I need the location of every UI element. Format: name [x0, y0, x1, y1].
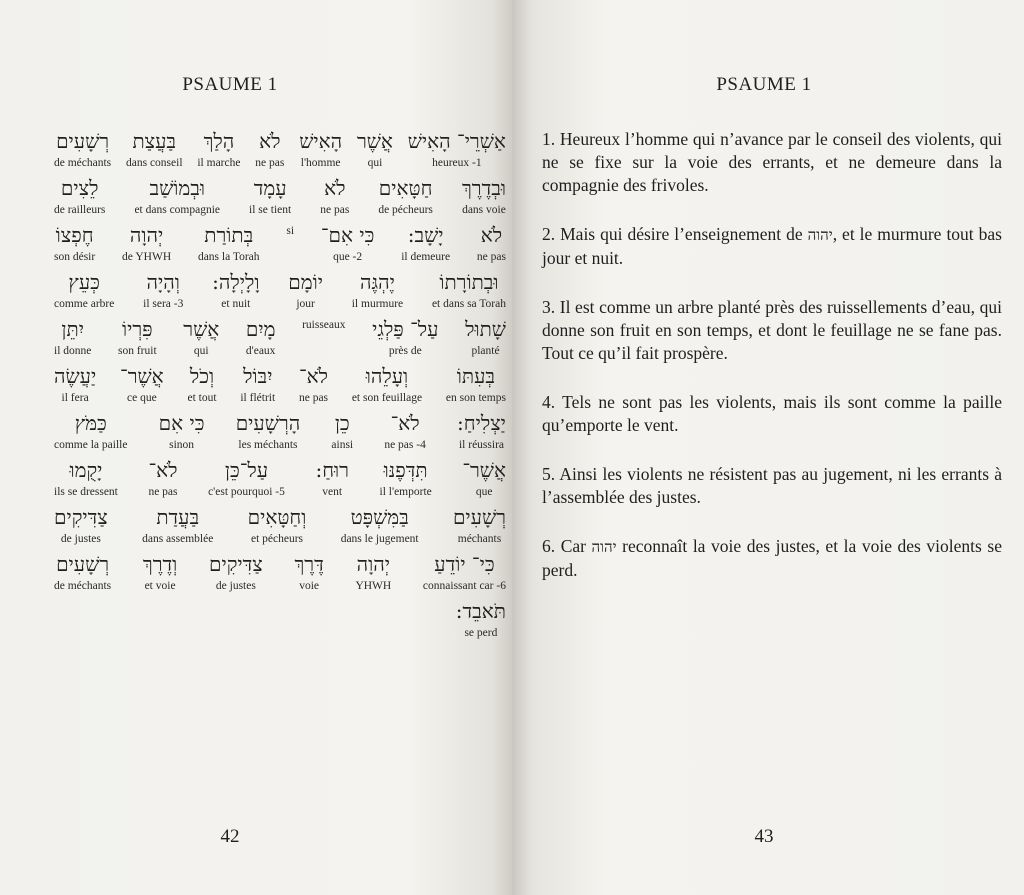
- hebrew-word: כִּי־ יוֹדֵעַ: [434, 552, 495, 576]
- interlinear-line: [52, 128, 508, 174]
- french-gloss: son fruit: [117, 345, 157, 357]
- hebrew-word: רוּחַ:: [315, 458, 349, 482]
- french-gloss: près de: [388, 345, 422, 357]
- interlinear-word: [52, 551, 113, 597]
- interlinear-line: [52, 363, 508, 409]
- interlinear-word: [460, 457, 508, 503]
- interlinear-word: [246, 504, 309, 550]
- hebrew-word: חֶפְצוֹ: [55, 223, 94, 247]
- interlinear-word: [52, 410, 129, 456]
- french-gloss: de justes: [215, 580, 256, 592]
- french-gloss: et dans sa Torah: [431, 298, 506, 310]
- left-page-number: 42: [220, 826, 240, 847]
- verse-6: [542, 535, 1002, 582]
- divine-name: יהוה: [807, 226, 833, 244]
- hebrew-word: הָלַךְ: [203, 129, 235, 153]
- hebrew-word: יַעֲשֶׂה: [54, 364, 97, 388]
- french-gloss: il donne: [54, 345, 92, 357]
- french-gloss: et nuit: [221, 298, 251, 310]
- french-gloss: comme la paille: [54, 439, 128, 451]
- french-gloss: que -2: [333, 251, 363, 263]
- hebrew-word: יִתֵּן: [61, 317, 84, 341]
- french-gloss: YHWH: [355, 580, 392, 592]
- french-gloss: il marche: [197, 157, 241, 169]
- interlinear-word: [124, 128, 185, 174]
- interlinear-word: [399, 222, 452, 268]
- french-gloss: ainsi: [331, 439, 354, 451]
- interlinear-word: [329, 410, 355, 456]
- french-gloss: dans voie: [462, 204, 506, 216]
- french-gloss: dans assemblée: [142, 533, 214, 545]
- hebrew-word: לֵצִים: [60, 176, 99, 200]
- divine-name: יהוה: [591, 538, 617, 556]
- french-gloss: de pécheurs: [378, 204, 433, 216]
- french-gloss: il sera -3: [143, 298, 184, 310]
- interlinear-word: [350, 363, 424, 409]
- interlinear-word: [454, 598, 508, 644]
- hebrew-word: דֶּרֶךְ: [294, 552, 324, 576]
- interlinear-word: [382, 410, 428, 456]
- interlinear-word: [52, 222, 97, 268]
- french-gloss: et son feuillage: [351, 392, 423, 404]
- interlinear-line: [52, 551, 508, 597]
- interlinear-word: [297, 128, 344, 174]
- interlinear-word: [118, 363, 166, 409]
- french-gloss: il se tient: [249, 204, 292, 216]
- hebrew-word: יְהוָה: [356, 552, 391, 576]
- french-gloss: se perd: [464, 627, 498, 639]
- french-gloss: de méchants: [54, 157, 112, 169]
- hebrew-word: אֲשֶׁר: [356, 129, 393, 153]
- right-page-number: 43: [754, 826, 774, 847]
- interlinear-word: [451, 504, 508, 550]
- interlinear-word: [455, 410, 508, 456]
- hebrew-word: הָרְשָׁעִים: [235, 411, 301, 435]
- hebrew-word: וְדֶרֶךְ: [142, 552, 178, 576]
- interlinear-word: [378, 457, 434, 503]
- hebrew-word: כְּעֵץ: [68, 270, 100, 294]
- french-gloss: en son temps: [445, 392, 506, 404]
- verse-2: [542, 223, 1002, 270]
- interlinear-line: [52, 410, 508, 456]
- verse-3: 3. Il est comme un arbre planté près des ruissellements d’eau, qui donne son fruit en son temps, et dont le feuillage ne se fane pas. Tout ce qu’il fait prospère.: [542, 297, 1002, 363]
- french-gloss: connaissant car -6: [422, 580, 506, 592]
- french-gloss: dans le jugement: [340, 533, 419, 545]
- interlinear-word: [292, 551, 325, 597]
- interlinear-word: [313, 457, 351, 503]
- interlinear-word: [247, 175, 293, 221]
- hebrew-word: אַשְׁרֵי־ הָאִישׁ: [407, 129, 506, 153]
- interlinear-word: [52, 269, 116, 315]
- hebrew-word: וָלָיְלָה:: [212, 270, 260, 294]
- french-gloss: ne pas: [476, 251, 506, 263]
- hebrew-word: יֶהְגֶּה: [360, 270, 395, 294]
- interlinear-word: [141, 269, 185, 315]
- hebrew-word: שָׁתוּל: [465, 317, 506, 341]
- hebrew-word: וּבְתוֹרָתוֹ: [439, 270, 499, 294]
- french-gloss: qui: [193, 345, 209, 357]
- hebrew-word: עַל־כֵּן: [224, 458, 269, 482]
- hebrew-word: יְהוָה: [129, 223, 164, 247]
- interlinear-word: [297, 363, 330, 409]
- hebrew-word: פִּרְיוֹ: [121, 317, 153, 341]
- interlinear-word: [319, 222, 377, 268]
- french-gloss: de méchants: [54, 580, 112, 592]
- hebrew-word: עַל־ פַּלְגֵי: [372, 317, 439, 341]
- interlinear-line: [52, 457, 508, 503]
- interlinear-word: [157, 410, 207, 456]
- french-gloss: ils se dressent: [54, 486, 118, 498]
- french-gloss: l'homme: [300, 157, 341, 169]
- hebrew-word: אֲשֶׁר: [183, 317, 220, 341]
- hebrew-word: בְּעִתּוֹ: [456, 364, 496, 388]
- french-gloss: ne pas: [298, 392, 329, 404]
- hebrew-word: כִּי אִם: [158, 411, 205, 435]
- hebrew-word: רְשָׁעִים: [56, 129, 110, 153]
- french-gloss: et pécheurs: [250, 533, 304, 545]
- hebrew-word: צַדִּיקִים: [208, 552, 263, 576]
- hebrew-word: צַדִּיקִים: [54, 505, 108, 529]
- french-gloss: de justes: [60, 533, 101, 545]
- interlinear-word: [460, 175, 508, 221]
- french-gloss: voie: [299, 580, 319, 592]
- french-gloss: et voie: [144, 580, 176, 592]
- interlinear-word: [244, 316, 278, 362]
- hebrew-word: חַטָּאִים: [378, 176, 433, 200]
- interlinear-word: [207, 551, 265, 597]
- hebrew-word: כִּי אִם־: [320, 223, 375, 247]
- french-gloss: de railleurs: [54, 204, 106, 216]
- interlinear-word: [210, 269, 261, 315]
- interlinear-word: [185, 363, 218, 409]
- hebrew-word: לֹא: [324, 176, 346, 200]
- interlinear-word: [195, 128, 242, 174]
- interlinear-word: [52, 128, 113, 174]
- interlinear-word: [181, 316, 221, 362]
- french-gloss: il murmure: [351, 298, 404, 310]
- right-page-title: PSAUME 1: [716, 74, 812, 95]
- hebrew-word: בְּתוֹרַת: [204, 223, 254, 247]
- french-gloss: il l'emporte: [379, 486, 432, 498]
- hebrew-word: תֹּאבֵד:: [455, 599, 506, 623]
- interlinear-word: [234, 410, 303, 456]
- interlinear-word: [300, 316, 347, 362]
- hebrew-word: אֲשֶׁר־: [120, 364, 164, 388]
- interlinear-word: [350, 269, 405, 315]
- french-gloss: les méchants: [238, 439, 298, 451]
- hebrew-word: וְחַטָּאִים: [247, 505, 307, 529]
- hebrew-word: יוֹמָם: [288, 270, 323, 294]
- interlinear-word: [120, 222, 173, 268]
- french-gloss: ne pas: [320, 204, 350, 216]
- french-gloss: jour: [296, 298, 315, 310]
- french-gloss: et dans compagnie: [134, 204, 221, 216]
- interlinear-word: [116, 316, 159, 362]
- interlinear-word: [52, 457, 120, 503]
- interlinear-word: [238, 363, 277, 409]
- french-gloss: de YHWH: [122, 251, 172, 263]
- french-gloss: ne pas: [255, 157, 285, 169]
- french-gloss: si: [286, 225, 295, 237]
- interlinear-word: [284, 222, 296, 268]
- hebrew-word: יָקֻמוּ: [69, 458, 103, 482]
- interlinear-word: [406, 128, 508, 174]
- french-gloss: heureux -1: [432, 157, 482, 169]
- hebrew-word: לֹא: [259, 129, 281, 153]
- french-gloss: dans la Torah: [197, 251, 260, 263]
- french-gloss: planté: [471, 345, 500, 357]
- translation-text: [542, 128, 1002, 608]
- hebrew-word: יַצְלִיחַ:: [457, 411, 506, 435]
- french-gloss: comme arbre: [54, 298, 115, 310]
- interlinear-word: [52, 363, 98, 409]
- hebrew-word: וְעָלֵהוּ: [365, 364, 409, 388]
- hebrew-word: וְהָיָה: [146, 270, 180, 294]
- interlinear-word: [421, 551, 508, 597]
- hebrew-word: הָאִישׁ: [299, 129, 343, 153]
- french-gloss: c'est pourquoi -5: [208, 486, 285, 498]
- hebrew-word: וְכֹל: [189, 364, 215, 388]
- interlinear-word: [253, 128, 286, 174]
- hebrew-word: מָיִם: [245, 317, 276, 341]
- hebrew-word: יָשָׁב:: [407, 223, 444, 247]
- interlinear-word: [146, 457, 179, 503]
- hebrew-word: וּבְדֶרֶךְ: [461, 176, 506, 200]
- hebrew-word: כַּמֹּץ: [74, 411, 107, 435]
- interlinear-word: [353, 551, 393, 597]
- verse-2-start: 2. Mais qui désire l’enseignement de: [542, 224, 808, 244]
- french-gloss: il fera: [61, 392, 89, 404]
- hebrew-word: בַּעֲצַת: [132, 129, 177, 153]
- hebrew-word: כֵן: [334, 411, 350, 435]
- hebrew-word: רְשָׁעִים: [452, 505, 506, 529]
- hebrew-word: לֹא־: [148, 458, 178, 482]
- interlinear-word: [430, 269, 508, 315]
- interlinear-word: [132, 175, 222, 221]
- verse-1: 1. Heureux l’homme qui n’avance par le conseil des violents, qui ne se fixe sur la voie des errants, et ne demeure dans la compagnie des frivoles.: [542, 129, 1002, 195]
- interlinear-line: [52, 598, 508, 644]
- french-gloss: méchants: [457, 533, 502, 545]
- interlinear-word: [370, 316, 440, 362]
- left-page-title: PSAUME 1: [182, 74, 278, 95]
- interlinear-word: [376, 175, 435, 221]
- verse-5: 5. Ainsi les violents ne résistent pas au jugement, ni les errants à l’assemblée des justes.: [542, 464, 1002, 507]
- french-gloss: ruisseaux: [302, 319, 346, 331]
- hebrew-word: אֲשֶׁר־: [462, 458, 506, 482]
- interlinear-line: [52, 175, 508, 221]
- verse-6-end: reconnaît la voie des justes, et la voie des violents se perd.: [542, 536, 1002, 580]
- interlinear-line: [52, 222, 508, 268]
- interlinear-word: [444, 363, 508, 409]
- hebrew-word: עָמָד: [253, 176, 287, 200]
- interlinear-word: [141, 551, 179, 597]
- french-gloss: que: [475, 486, 493, 498]
- hebrew-word: יִבּוֹל: [243, 364, 273, 388]
- interlinear-word: [475, 222, 508, 268]
- french-gloss: ne pas: [148, 486, 178, 498]
- hebrew-word: רְשָׁעִים: [56, 552, 110, 576]
- verse-4: 4. Tels ne sont pas les violents, mais ils sont comme la paille qu’emporte le vent.: [542, 392, 1002, 435]
- french-gloss: son désir: [54, 251, 96, 263]
- hebrew-word: לֹא־: [298, 364, 328, 388]
- interlinear-word: [52, 504, 110, 550]
- interlinear-word: [196, 222, 262, 268]
- interlinear-line: [52, 269, 508, 315]
- interlinear-word: [52, 175, 107, 221]
- interlinear-word: [52, 316, 93, 362]
- hebrew-word: בַּעֲדַת: [156, 505, 200, 529]
- french-gloss: sinon: [169, 439, 195, 451]
- french-gloss: il demeure: [401, 251, 451, 263]
- french-gloss: ne pas -4: [384, 439, 426, 451]
- french-gloss: il flétrit: [240, 392, 276, 404]
- french-gloss: et tout: [187, 392, 217, 404]
- interlinear-word: [339, 504, 421, 550]
- hebrew-word: לֹא: [480, 223, 503, 247]
- interlinear-word: [286, 269, 325, 315]
- french-gloss: dans conseil: [126, 157, 183, 169]
- interlinear-word: [206, 457, 287, 503]
- interlinear-word: [318, 175, 351, 221]
- verse-2-end: , et le murmure tout bas jour et nuit.: [542, 224, 1002, 268]
- interlinear-line: [52, 504, 508, 550]
- verse-6-start: 6. Car: [542, 536, 592, 556]
- french-gloss: d'eaux: [245, 345, 276, 357]
- french-gloss: qui: [367, 157, 383, 169]
- french-gloss: vent: [322, 486, 343, 498]
- interlinear-line: [52, 316, 508, 362]
- interlinear-text: [52, 128, 508, 645]
- hebrew-word: בַּמִּשְׁפָּט: [350, 505, 409, 529]
- french-gloss: il réussira: [458, 439, 504, 451]
- interlinear-word: [463, 316, 508, 362]
- french-gloss: ce que: [127, 392, 157, 404]
- hebrew-word: תִּדְּפֶנּוּ: [383, 458, 428, 482]
- interlinear-word: [140, 504, 215, 550]
- hebrew-word: וּבְמוֹשַׁב: [149, 176, 205, 200]
- interlinear-word: [355, 128, 395, 174]
- hebrew-word: לֹא־: [390, 411, 420, 435]
- right-page: [512, 0, 1024, 895]
